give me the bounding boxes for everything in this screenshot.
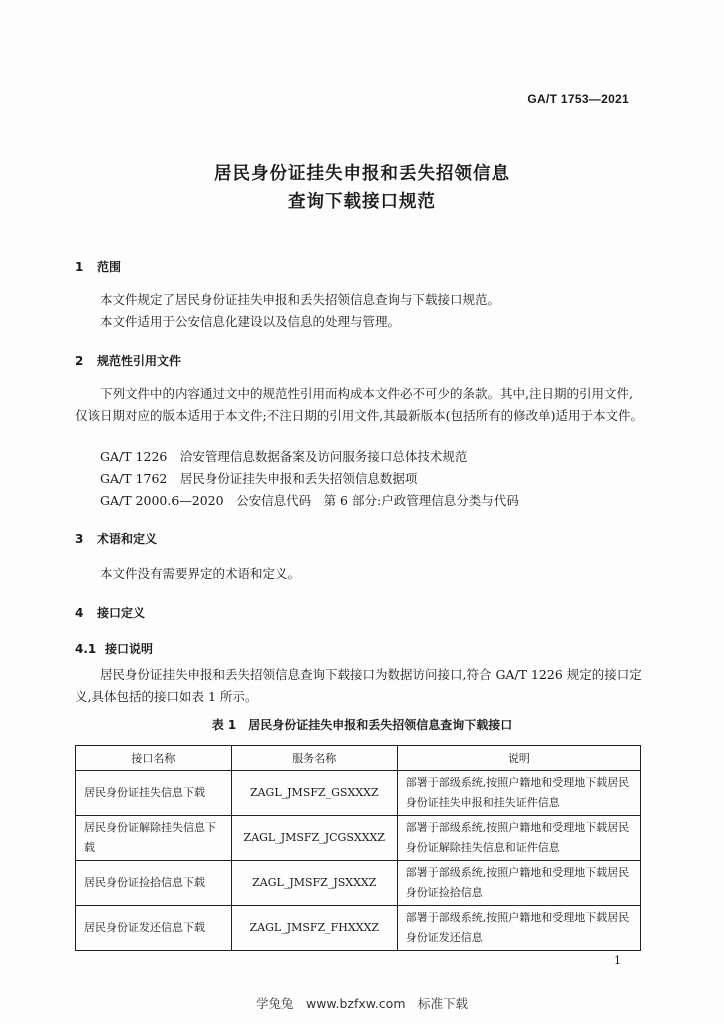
section-4-1-heading: [75, 640, 153, 657]
section-3-number: 3: [75, 532, 84, 546]
section-4-1-para-1: 居民身份证挂失申报和丢失招领信息查询下载接口为数据访问接口,符合 GA/T 1226 规定的接口定义,具体包括的接口如表 1 所示。: [75, 667, 642, 704]
reference-item: GA/T 1226 洽安管理信息数据备案及访问服务接口总体技术规范: [100, 449, 468, 464]
table-cell: 居民身份证捡拾信息下载: [76, 861, 232, 906]
table-cell: ZAGL_JMSFZ_GSXXXZ: [231, 771, 397, 816]
page-number: 1: [614, 954, 621, 967]
table-row: [76, 906, 641, 951]
table-cell: 部署于部级系统,按照户籍地和受理地下载居民身份证捡拾信息: [397, 861, 640, 906]
table-cell: 部署于部级系统,按照户籍地和受理地下载居民身份证挂失申报和挂失证件信息: [397, 771, 640, 816]
reference-item: GA/T 1762 居民身份证挂失申报和丢失招领信息数据项: [100, 471, 418, 486]
table-row: [76, 816, 641, 861]
section-4-number: 4: [75, 606, 84, 620]
table-cell: ZAGL_JMSFZ_JCGSXXXZ: [231, 816, 397, 861]
interface-table: [75, 745, 641, 951]
reference-item: GA/T 2000.6—2020 公安信息代码 第 6 部分:户政管理信息分类与代码: [100, 493, 519, 508]
table-cell: 居民身份证解除挂失信息下载: [76, 816, 232, 861]
table-cell: 居民身份证发还信息下载: [76, 906, 232, 951]
document-title-line2: 查询下载接口规范: [288, 192, 436, 212]
section-2-heading: [75, 352, 181, 369]
section-3-title: 术语和定义: [97, 532, 158, 546]
section-2-para-1: 下列文件中的内容通过文中的规范性引用而构成本文件必不可少的条款。其中,注日期的引用文件,仅该日期对应的版本适用于本文件;不注日期的引用文件,其最新版本(包括所有的修改单)适用于本文件。: [75, 386, 643, 423]
section-1-heading: [75, 258, 121, 275]
table-row: [76, 771, 641, 816]
table-header-cell: 接口名称: [76, 746, 232, 771]
section-4-1-number: 4.1: [75, 642, 97, 656]
table-cell: ZAGL_JMSFZ_FHXXXZ: [231, 906, 397, 951]
section-1-para-2: 本文件适用于公安信息化建设以及信息的处理与管理。: [100, 314, 401, 329]
site-footer: 学兔兔 www.bzfxw.com 标准下载: [255, 996, 469, 1011]
section-4-heading: [75, 604, 145, 621]
section-1-title: 范围: [97, 260, 122, 274]
table-header-cell: 说明: [397, 746, 640, 771]
section-4-title: 接口定义: [97, 606, 146, 620]
table-cell: 部署于部级系统,按照户籍地和受理地下载居民身份证解除挂失信息和证件信息: [397, 816, 640, 861]
section-2-title: 规范性引用文件: [97, 354, 182, 368]
table-caption: 表 1 居民身份证挂失申报和丢失招领信息查询下载接口: [211, 718, 513, 732]
section-3-heading: [75, 530, 157, 547]
section-1-number: 1: [75, 260, 84, 274]
table-header-cell: 服务名称: [231, 746, 397, 771]
section-2-number: 2: [75, 354, 84, 368]
document-title-line1: 居民身份证挂失申报和丢失招领信息: [214, 164, 510, 184]
table-header-row: [76, 746, 641, 771]
table-cell: ZAGL_JMSFZ_JSXXXZ: [231, 861, 397, 906]
table-cell: 居民身份证挂失信息下载: [76, 771, 232, 816]
table-cell: 部署于部级系统,按照户籍地和受理地下载居民身份证发还信息: [397, 906, 640, 951]
section-3-para-1: 本文件没有需要界定的术语和定义。: [100, 566, 301, 581]
section-4-1-title: 接口说明: [105, 642, 154, 656]
section-1-para-1: 本文件规定了居民身份证挂失申报和丢失招领信息查询与下载接口规范。: [100, 292, 501, 307]
standard-code: GA/T 1753—2021: [527, 92, 629, 106]
table-row: [76, 861, 641, 906]
